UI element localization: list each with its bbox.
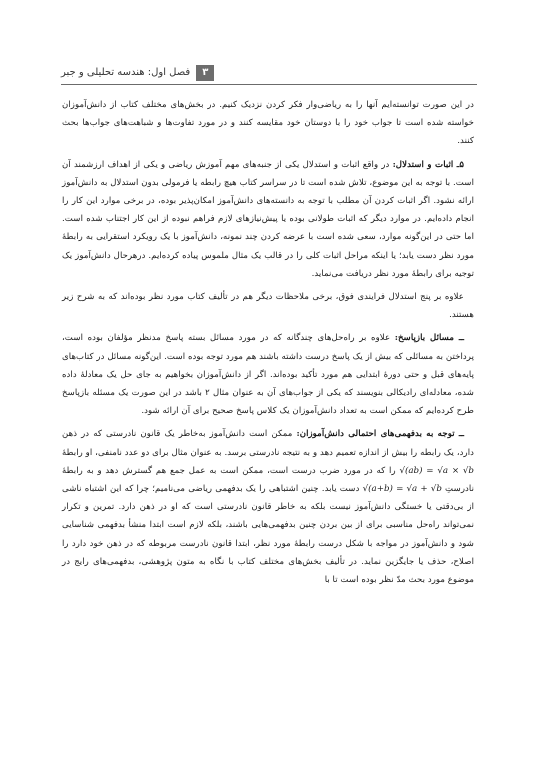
paragraph-open-problems: [62, 329, 474, 420]
page-header: [61, 62, 477, 85]
section-heading-open-problems: ــ مسائل بازپاسخ:: [394, 333, 464, 344]
chapter-title: فصل اول: هندسه تحلیلی و جبر: [61, 67, 191, 78]
paragraph-proof: [62, 156, 474, 283]
misconceptions-text-c: دست یابد. چنین اشتباهی را یک بدفهمی ریاضی می‌نامیم؛ چرا که این اشتباه ناشی از بی‌دقتی یا خستگی دانش‌آموز نیست بلکه به خاطر قانون نادرستی است که او در ذهن دارد. تمرین و تکرار نمی‌تواند راه‌حل مناسبی برای از بین بردن چنین بدفهمی‌هایی باشند، بلکه لازم است ابتدا منشأ بدفهمی شناسایی شود و دانش‌آموز در مواجه با شکل درست رابطهٔ مورد نظر، ابتدا قانون نادرست مربوطه که در ذهن خود دارد را اصلاح، حذف یا جایگزین نماید. در تألیف بخش‌های مختلف کتاب با نگاه به متون پژوهشی، بدفهمی‌های رایج در موضوع مورد بحث مدّ نظر بوده است تا با: [62, 484, 474, 586]
section-heading-misconceptions: ــ توجه به بدفهمی‌های احتمالی دانش‌آموزان:: [296, 429, 464, 440]
body-text: [62, 96, 474, 594]
paragraph-open-problems-text: علاوه بر راه‌حل‌های چندگانه که در مورد مسائل بسته پاسخ مدنظر مؤلفان بوده است، پرداختن به مسائلی که بیش از یک پاسخ درست داشته باشند هم مورد توجه بوده است. این‌گونه مسائل در کتاب‌های پایه‌های قبل و حتی دورهٔ ابتدایی هم مورد تأکید بوده‌اند. اگر از دانش‌آموزان بخواهیم به جای حل یک معادلهٔ داده شده، معادله‌ای رادیکالی بنویسند که یکی از جواب‌های آن به عنوان مثال ۲ باشد در این صورت یک مسئله بازپاسخ طرح کرده‌ایم که ممکن است به تعداد دانش‌آموزان یک کلاس پاسخ صحیح برای آن ارائه شود.: [62, 333, 474, 417]
section-heading-proof: ۵ـ اثبات و استدلال:: [392, 159, 464, 170]
paragraph-intro: در این صورت توانسته‌ایم آنها را به ریاضی‌وار فکر کردن نزدیک کنیم. در بخش‌های مختلف کتاب از دانش‌آموزان خواسته شده است تا جواب خود را با دوستان خود مقایسه کنند و در مورد تفاوت‌ها و شباهت‌های جواب‌ها بحث کنند.: [62, 100, 474, 147]
paragraph-proof-text: در واقع اثبات و استدلال یکی از جنبه‌های مهم آموزش ریاضی و یکی از اهداف ارزشمند آن است. با توجه به این موضوع، تلاش شده است تا در سراسر کتاب هیچ رابطه یا فرمولی بدون استدلال به دانش‌آموز ارائه نشود. اگر اثبات کردن آن مطلب با توجه به دانسته‌های دانش‌آموز امکان‌پذیر بوده، در برخی موارد این کار را انجام داده‌ایم. در موارد دیگر که اثبات طولانی بوده یا پیش‌نیازهای لازم فراهم نبوده از این کار اجتناب شده است. اما حتی در این‌گونه موارد، سعی شده است با عرضه کردن چند نمونه، دانش‌آموز با یک رویکرد استقرایی به رابطهٔ مورد نظر دست یابد؛ یا اینکه مراحل اثبات کلی را در قالب یک مثال ملموس پیاده کرده‌ایم. درهرحال دانش‌آموز یک توجیه برای رابطهٔ مورد نظر دریافت می‌نماید.: [62, 159, 474, 279]
formula-sum-misconception: √(a+b) = √a + √b: [362, 484, 442, 495]
paragraph-considerations: علاوه بر پنج استدلال فرایندی فوق، برخی ملاحظات دیگر هم در تألیف کتاب مورد نظر بوده‌اند که به شرح زیر هستند.: [62, 292, 474, 321]
misconceptions-text-a: ممکن است دانش‌آموز به‌خاطر یک قانون نادرستی که در ذهن دارد، یک رابطه را بیش از اندازه تعمیم دهد و به نتیجه نادرستی برسد. به عنوان مثال برای دو عدد نامنفی، او رابطهٔ: [62, 429, 474, 458]
paragraph-misconceptions: [62, 425, 474, 589]
misconceptions-text-b: را که در مورد ضرب درست است، ممکن است به عمل جمع هم گسترش دهد و به رابطهٔ نادرستِ: [62, 465, 474, 495]
page-number-badge: ۳: [196, 65, 214, 81]
formula-product-rule: √(ab) = √a × √b: [399, 465, 474, 476]
